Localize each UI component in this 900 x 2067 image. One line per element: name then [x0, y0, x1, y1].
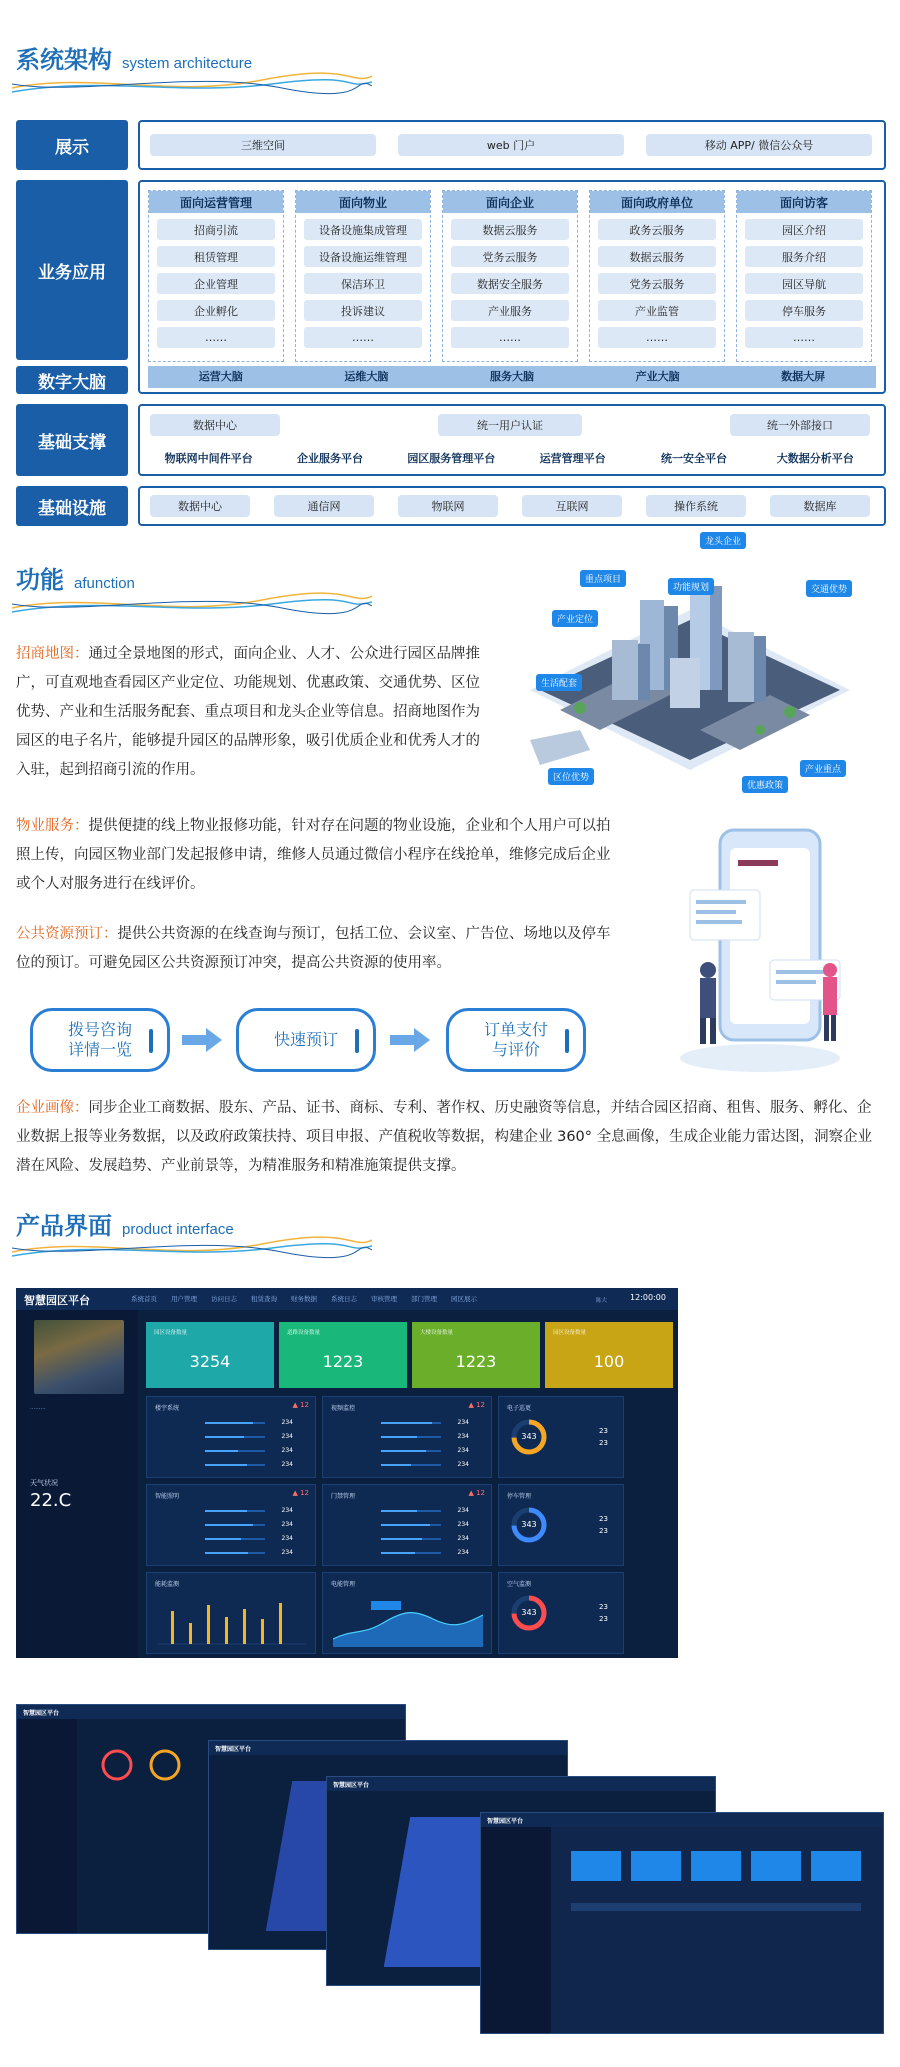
column-item: 停车服务: [745, 300, 863, 321]
screen-header: [17, 1705, 405, 1719]
row-bar: [205, 1510, 265, 1512]
column-item: 数据云服务: [598, 246, 716, 267]
column-item: 产业监管: [598, 300, 716, 321]
ring-panel: [498, 1396, 624, 1478]
paragraph-property-service: [16, 812, 616, 899]
panel-row: [157, 1535, 303, 1543]
brain-item: 运营大脑: [198, 370, 243, 383]
stat-label: 园区设备数量: [154, 1330, 188, 1336]
info-card: [631, 1851, 681, 1881]
business-box: [138, 180, 886, 394]
platform-row: [148, 450, 876, 466]
nav-item[interactable]: 租赁查询: [251, 1295, 277, 1303]
map-tag: 区位优势: [548, 768, 594, 785]
info-card: [751, 1851, 801, 1881]
platform-item: 运营管理平台: [539, 452, 606, 465]
screen-sidebar: [17, 1719, 77, 1933]
info-card: [811, 1851, 861, 1881]
platform-item: 园区服务管理平台: [407, 452, 496, 465]
nav-item[interactable]: 审核管理: [371, 1295, 397, 1303]
nav-item[interactable]: 部门管理: [411, 1295, 437, 1303]
stat-value: 100: [593, 1352, 625, 1371]
infra-item: 物联网: [398, 495, 498, 517]
stat-label: 道路设备数量: [287, 1330, 321, 1336]
panel-title: 空气监测: [507, 1581, 532, 1588]
row-value: 234: [457, 1433, 469, 1440]
column-item: 招商引流: [157, 219, 275, 240]
row-bar: [381, 1422, 441, 1424]
ring-panel: [498, 1572, 624, 1654]
panel-row: [333, 1419, 479, 1427]
warning-badge: ▲ 12: [292, 1401, 309, 1409]
column-head: 面向企业: [443, 191, 577, 213]
row-bar: [381, 1524, 441, 1526]
panel-title: 门禁管理: [331, 1493, 356, 1500]
row-value: 234: [457, 1521, 469, 1528]
row-bar: [381, 1510, 441, 1512]
screenshot-management: [480, 1812, 884, 2034]
column-head: 面向运营管理: [149, 191, 283, 213]
row-bar: [381, 1450, 441, 1452]
column-item: 保洁环卫: [304, 273, 422, 294]
map-tag: 生活配套: [536, 674, 582, 691]
flow-step-marker: [565, 1029, 569, 1053]
table-header: [571, 1903, 861, 1911]
infrastructure-box: [138, 486, 886, 526]
row-value: 234: [281, 1419, 293, 1426]
stat-label: 园区设备数量: [553, 1330, 587, 1336]
panel-title: 电子巡更: [507, 1405, 532, 1412]
panel-row: [333, 1461, 479, 1469]
platform-item: 物联网中间件平台: [164, 452, 253, 465]
ring-legend-value: 23: [599, 1439, 608, 1447]
column-item: 租赁管理: [157, 246, 275, 267]
business-column: [442, 190, 578, 362]
column-item: ……: [451, 327, 569, 348]
ring-panel: [498, 1484, 624, 1566]
business-column: [295, 190, 431, 362]
power-area-chart: [333, 1589, 483, 1651]
label-infrastructure: 基础设施: [16, 486, 128, 526]
brain-item: 数据大屏: [781, 370, 826, 383]
gauge-icon: [145, 1745, 185, 1785]
panel-row: [333, 1521, 479, 1529]
screen-title: 智慧园区平台: [23, 1710, 60, 1717]
support-item: 统一外部接口: [730, 414, 870, 436]
row-value: 234: [457, 1507, 469, 1514]
warning-badge: ▲ 12: [292, 1489, 309, 1497]
map-tag: 功能规划: [668, 578, 714, 595]
clock: 12:00:00: [630, 1293, 666, 1302]
paragraph-investment-map: [16, 640, 494, 785]
business-column: [736, 190, 872, 362]
panel-title: 停车管理: [507, 1493, 532, 1500]
column-item: ……: [745, 327, 863, 348]
flow-step-consult: [30, 1008, 170, 1072]
ring-value: 343: [521, 1520, 537, 1529]
panel-row: [157, 1447, 303, 1455]
warning-badge: ▲ 12: [468, 1401, 485, 1409]
paragraph-resource-booking: [16, 920, 616, 978]
stat-card: [279, 1322, 407, 1388]
map-tag: 产业重点: [800, 760, 846, 777]
panel-row: [157, 1521, 303, 1529]
nav-item[interactable]: 系统日志: [331, 1295, 357, 1303]
column-head: 面向政府单位: [590, 191, 724, 213]
panel-row: [157, 1549, 303, 1557]
paragraph-head: 企业画像：: [16, 1100, 89, 1116]
panel-row: [333, 1535, 479, 1543]
screen-title: 智慧园区平台: [215, 1746, 252, 1753]
panel-row: [333, 1433, 479, 1441]
screen-header: [209, 1741, 567, 1755]
paragraph-body: 同步企业工商数据、股东、产品、证书、商标、专利、著作权、历史融资等信息，并结合园区招商、租售、服务、孵化、企业数据上报等业务数据，以及政府政策扶持、项目申报、产值税收等数据，构建企业 360° 全息画像，生成企业能力雷达图，洞察企业潜在风险、发展趋势、产业前景等，为精准服务和精准施策提供支撑。: [16, 1100, 873, 1174]
panel-title: 智能照明: [155, 1493, 180, 1500]
panel-row: [157, 1461, 303, 1469]
row-bar: [205, 1538, 265, 1540]
label-business: 业务应用: [16, 180, 128, 360]
row-value: 234: [281, 1521, 293, 1528]
flow-step-label: 订单支付 与评价: [483, 1020, 548, 1059]
stat-value: 1223: [322, 1352, 364, 1371]
column-item: 设备设施集成管理: [304, 219, 422, 240]
stat-card: [545, 1322, 673, 1388]
nav-item[interactable]: 访问日志: [211, 1295, 237, 1303]
row-value: 234: [457, 1447, 469, 1454]
row-value: 234: [457, 1419, 469, 1426]
nav-item[interactable]: 财务数据: [291, 1295, 317, 1303]
label-display: 展示: [16, 120, 128, 170]
infra-item: 数据库: [770, 495, 870, 517]
infra-item: 通信网: [274, 495, 374, 517]
column-item: ……: [157, 327, 275, 348]
function-title-en: afunction: [74, 575, 135, 592]
dashboard-screenshot: [16, 1288, 678, 1658]
column-item: 企业孵化: [157, 300, 275, 321]
brain-item: 运维大脑: [344, 370, 389, 383]
panel-row: [157, 1507, 303, 1515]
row-value: 234: [281, 1447, 293, 1454]
row-bar: [381, 1436, 441, 1438]
label-brain: 数字大脑: [16, 366, 128, 394]
ring-legend-value: 23: [599, 1427, 608, 1435]
column-head: 面向物业: [296, 191, 430, 213]
column-item: ……: [598, 327, 716, 348]
stat-value: 1223: [455, 1352, 497, 1371]
paragraph-head: 公共资源预订：: [16, 926, 118, 942]
support-box: [138, 404, 886, 476]
paragraph-body: 通过全景地图的形式，面向企业、人才、公众进行园区品牌推广，可直观地查看园区产业定位、功能规划、优惠政策、交通优势、区位优势、产业和生活服务配套、重点项目和龙头企业等信息。招商地图作为园区的电子名片，能够提升园区的品牌形象，吸引优质企业和优秀人才的入驻，起到招商引流的作用。: [16, 646, 480, 778]
support-item: 数据中心: [150, 414, 280, 436]
row-bar: [205, 1450, 265, 1452]
ring-legend-value: 23: [599, 1603, 608, 1611]
ring-legend-value: 23: [599, 1527, 608, 1535]
stat-card: [146, 1322, 274, 1388]
warning-badge: ▲ 12: [468, 1489, 485, 1497]
display-item: web 门户: [398, 134, 624, 156]
map-tag: 产业定位: [552, 610, 598, 627]
platform-item: 大数据分析平台: [776, 452, 854, 465]
panel-row: [333, 1447, 479, 1455]
brain-bar: [148, 366, 876, 388]
panel-building: [146, 1396, 316, 1478]
map-tag: 龙头企业: [700, 532, 746, 549]
row-value: 234: [281, 1549, 293, 1556]
screen-sidebar: [481, 1827, 551, 2033]
panel-row: [333, 1507, 479, 1515]
infra-item: 操作系统: [646, 495, 746, 517]
row-bar: [381, 1552, 441, 1554]
user-name: 陈大: [596, 1298, 608, 1304]
map-tag: 交通优势: [806, 580, 852, 597]
infra-item: 互联网: [522, 495, 622, 517]
panel-row: [333, 1549, 479, 1557]
column-item: 园区介绍: [745, 219, 863, 240]
product-title-en: product interface: [122, 1221, 234, 1238]
gauge-icon: [97, 1745, 137, 1785]
panel-title: 楼宇系统: [155, 1405, 180, 1412]
row-value: 234: [457, 1461, 469, 1468]
panel-title: 电能管理: [331, 1581, 356, 1588]
nav-item[interactable]: 系统首页: [131, 1295, 157, 1303]
ring-value: 343: [521, 1432, 537, 1441]
panel-row: [157, 1433, 303, 1441]
row-value: 234: [281, 1433, 293, 1440]
row-bar: [205, 1436, 265, 1438]
ring-value: 343: [521, 1608, 537, 1617]
product-title-cn: 产品界面: [16, 1212, 112, 1240]
row-bar: [381, 1538, 441, 1540]
info-card: [691, 1851, 741, 1881]
column-item: 投诉建议: [304, 300, 422, 321]
dashboard-nav: [131, 1294, 477, 1303]
panel-title: 视频监控: [331, 1405, 356, 1412]
function-title-cn: 功能: [16, 566, 64, 594]
title-wave-decoration: [12, 588, 372, 620]
business-column: [589, 190, 725, 362]
business-column: [148, 190, 284, 362]
flow-step-booking: [236, 1008, 376, 1072]
panel-row: [157, 1419, 303, 1427]
architecture-title-cn: 系统架构: [16, 46, 112, 74]
stat-label: 大楼设备数量: [420, 1330, 454, 1336]
flow-step-payment: [446, 1008, 586, 1072]
flow-step-label: 快速预订: [273, 1030, 338, 1049]
row-value: 234: [281, 1507, 293, 1514]
park-aerial-image: [34, 1320, 124, 1394]
stat-card: [412, 1322, 540, 1388]
info-card: [571, 1851, 621, 1881]
flow-step-label: 拨号咨询 详情一览: [67, 1020, 132, 1059]
stat-value: 3254: [189, 1352, 231, 1371]
display-item: 三维空间: [150, 134, 376, 156]
column-head: 面向访客: [737, 191, 871, 213]
screen-header: [327, 1777, 715, 1791]
ring-legend-value: 23: [599, 1615, 608, 1623]
brain-item: 服务大脑: [489, 370, 534, 383]
row-bar: [205, 1552, 265, 1554]
nav-item[interactable]: 园区展示: [451, 1295, 477, 1303]
panel-title: 能耗监测: [155, 1581, 180, 1588]
column-item: 数据安全服务: [451, 273, 569, 294]
flow-step-marker: [149, 1029, 153, 1053]
column-item: 数据云服务: [451, 219, 569, 240]
column-item: 党务云服务: [598, 273, 716, 294]
paragraph-head: 物业服务：: [16, 818, 89, 834]
arrow-right-icon: [182, 1028, 222, 1052]
row-value: 234: [281, 1461, 293, 1468]
row-bar: [205, 1422, 265, 1424]
column-item: 党务云服务: [451, 246, 569, 267]
arrow-right-icon: [390, 1028, 430, 1052]
row-bar: [381, 1464, 441, 1466]
temperature: 22.C: [30, 1490, 72, 1511]
row-value: 234: [457, 1549, 469, 1556]
panel-access: [322, 1484, 492, 1566]
paragraph-head: 招商地图：: [16, 646, 89, 662]
row-value: 234: [457, 1535, 469, 1542]
paragraph-body: 提供便捷的线上物业报修功能，针对存在问题的物业设施，企业和个人用户可以拍照上传，向园区物业部门发起报修申请，维修人员通过微信小程序在线抢单，维修完成后企业或个人对服务进行在线评价。: [16, 818, 611, 892]
row-bar: [205, 1524, 265, 1526]
brain-item: 产业大脑: [635, 370, 680, 383]
column-item: 企业管理: [157, 273, 275, 294]
label-support: 基础支撑: [16, 404, 128, 476]
paragraph-body: 提供公共资源的在线查询与预订，包括工位、会议室、广告位、场地以及停车位的预订。可避免园区公共资源预订冲突，提高公共资源的使用率。: [16, 926, 611, 971]
paragraph-enterprise-portrait: [16, 1094, 884, 1181]
platform-item: 企业服务平台: [296, 452, 363, 465]
column-item: 设备设施运维管理: [304, 246, 422, 267]
screen-title: 智慧园区平台: [487, 1818, 524, 1825]
row-value: 234: [281, 1535, 293, 1542]
title-wave-decoration: [12, 1232, 372, 1264]
flow-step-marker: [355, 1029, 359, 1053]
phone-app-illustration: [660, 820, 860, 1080]
column-item: 园区导航: [745, 273, 863, 294]
dashboard-title: 智慧园区平台: [24, 1294, 90, 1307]
info-line: ·········: [30, 1406, 46, 1412]
panel-energy: [146, 1572, 316, 1654]
platform-item: 统一安全平台: [660, 452, 727, 465]
ring-legend-value: 23: [599, 1515, 608, 1523]
screen-header: [481, 1813, 883, 1827]
screen-title: 智慧园区平台: [333, 1782, 370, 1789]
panel-power: [322, 1572, 492, 1654]
column-item: 产业服务: [451, 300, 569, 321]
row-bar: [205, 1464, 265, 1466]
energy-bar-chart: [157, 1589, 307, 1651]
column-item: ……: [304, 327, 422, 348]
display-item: 移动 APP/ 微信公众号: [646, 134, 872, 156]
support-item: 统一用户认证: [438, 414, 582, 436]
weather-label: 天气状况: [30, 1479, 58, 1487]
map-tag: 重点项目: [580, 570, 626, 587]
display-box: [138, 120, 886, 170]
panel-lighting: [146, 1484, 316, 1566]
infra-item: 数据中心: [150, 495, 250, 517]
architecture-title-en: system architecture: [122, 55, 253, 72]
panel-video: [322, 1396, 492, 1478]
map-tag: 优惠政策: [742, 776, 788, 793]
title-wave-decoration: [12, 68, 372, 100]
nav-item[interactable]: 用户管理: [171, 1295, 197, 1303]
column-item: 服务介绍: [745, 246, 863, 267]
column-item: 政务云服务: [598, 219, 716, 240]
